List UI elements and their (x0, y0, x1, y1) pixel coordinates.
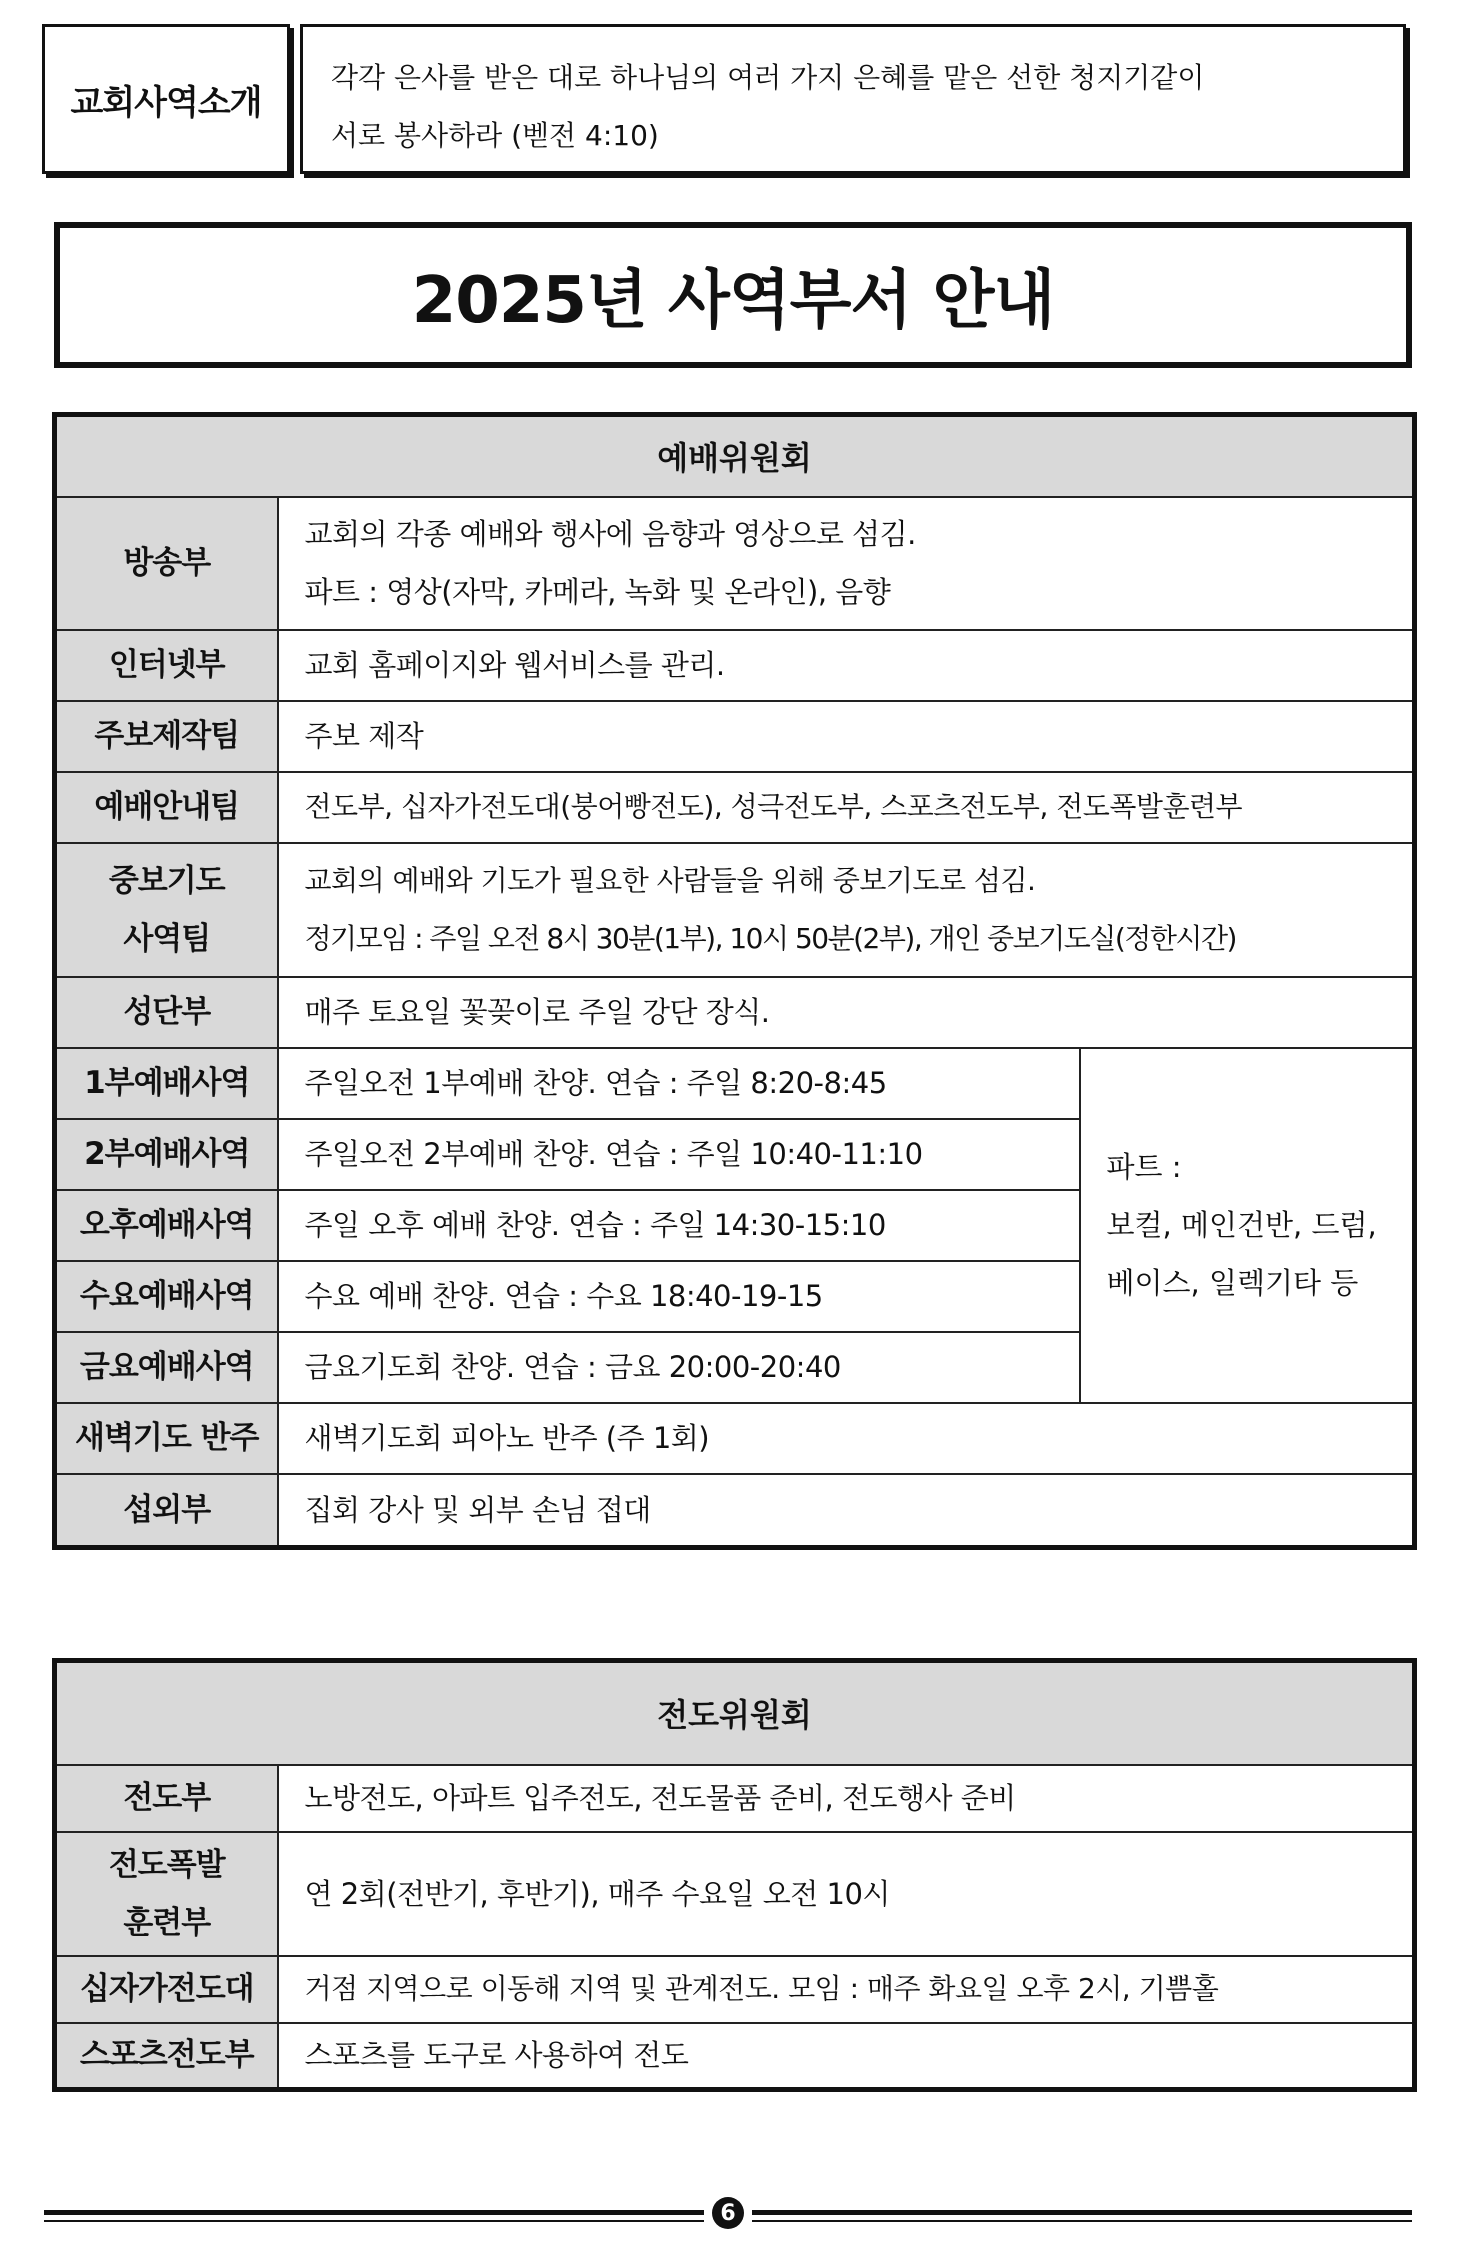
footer-rule-right-thin (752, 2220, 1412, 2222)
dept-name: 1부예배사역 (55, 1048, 278, 1119)
dept-description: 연 2회(전반기, 후반기), 매주 수요일 오전 10시 (278, 1832, 1415, 1956)
table-row (55, 497, 1415, 630)
footer-rule-left (44, 2210, 704, 2215)
table-row (55, 977, 1415, 1048)
dept-description: 교회의 각종 예배와 행사에 음향과 영상으로 섬김. 파트 : 영상(자막, 카메라, 녹화 및 온라인), 음향 (278, 497, 1415, 630)
dept-name: 2부예배사역 (55, 1119, 278, 1190)
verse-line-2: 서로 봉사하라 (벧전 4:10) (331, 119, 659, 152)
footer-rule-left-thin (44, 2220, 704, 2222)
dept-name: 오후예배사역 (55, 1190, 278, 1261)
dept-name: 십자가전도대 (55, 1956, 278, 2023)
parts-note: 파트 : 보컬, 메인건반, 드럼, 베이스, 일렉기타 등 (1080, 1048, 1415, 1403)
page-number: 6 (712, 2197, 744, 2229)
dept-name: 금요예배사역 (55, 1332, 278, 1403)
dept-name: 전도부 (55, 1765, 278, 1832)
dept-name: 중보기도 사역팀 (55, 843, 278, 977)
dept-description: 노방전도, 아파트 입주전도, 전도물품 준비, 전도행사 준비 (278, 1765, 1415, 1832)
worship-committee-table (52, 412, 1417, 1550)
dept-name: 성단부 (55, 977, 278, 1048)
table-row (55, 843, 1415, 977)
table-row (55, 1048, 1415, 1119)
dept-description: 교회 홈페이지와 웹서비스를 관리. (278, 630, 1415, 701)
table-row (55, 772, 1415, 843)
table-row (55, 630, 1415, 701)
dept-name: 예배안내팀 (55, 772, 278, 843)
verse-line-1: 각각 은사를 받은 대로 하나님의 여러 가지 은혜를 맡은 선한 청지기같이 (331, 61, 1205, 94)
page-title: 2025년 사역부서 안내 (54, 222, 1412, 368)
table-row (55, 1956, 1415, 2023)
dept-description: 매주 토요일 꽃꽂이로 주일 강단 장식. (278, 977, 1415, 1048)
dept-name: 새벽기도 반주 (55, 1403, 278, 1474)
table-row (55, 2023, 1415, 2090)
dept-description: 교회의 예배와 기도가 필요한 사람들을 위해 중보기도로 섬김. 정기모임 : 주일 오전 8시 30분(1부), 10시 50분(2부), 개인 중보기도실(정한시간) (278, 843, 1415, 977)
dept-description: 주일오전 2부예배 찬양. 연습 : 주일 10:40-11:10 (278, 1119, 1080, 1190)
dept-description: 주보 제작 (278, 701, 1415, 772)
table-heading: 전도위원회 (55, 1661, 1415, 1765)
table-row (55, 1474, 1415, 1548)
scripture-verse (300, 24, 1406, 174)
dept-name: 수요예배사역 (55, 1261, 278, 1332)
dept-description: 주일 오후 예배 찬양. 연습 : 주일 14:30-15:10 (278, 1190, 1080, 1261)
dept-name: 전도폭발 훈련부 (55, 1832, 278, 1956)
dept-name: 방송부 (55, 497, 278, 630)
dept-name: 인터넷부 (55, 630, 278, 701)
evangelism-committee-table (52, 1658, 1417, 2092)
table-row (55, 1403, 1415, 1474)
table-heading: 예배위원회 (55, 415, 1415, 497)
dept-description: 거점 지역으로 이동해 지역 및 관계전도. 모임 : 매주 화요일 오후 2시, 기쁨홀 (278, 1956, 1415, 2023)
dept-description: 전도부, 십자가전도대(붕어빵전도), 성극전도부, 스포츠전도부, 전도폭발훈련부 (278, 772, 1415, 843)
dept-description: 새벽기도회 피아노 반주 (주 1회) (278, 1403, 1415, 1474)
footer-rule-right (752, 2210, 1412, 2215)
dept-description: 금요기도회 찬양. 연습 : 금요 20:00-20:40 (278, 1332, 1080, 1403)
dept-description: 집회 강사 및 외부 손님 접대 (278, 1474, 1415, 1548)
dept-name: 스포츠전도부 (55, 2023, 278, 2090)
dept-description: 주일오전 1부예배 찬양. 연습 : 주일 8:20-8:45 (278, 1048, 1080, 1119)
section-label: 교회사역소개 (42, 24, 290, 174)
dept-name: 섭외부 (55, 1474, 278, 1548)
table-row (55, 1765, 1415, 1832)
dept-name: 주보제작팀 (55, 701, 278, 772)
table-row (55, 1832, 1415, 1956)
dept-description: 스포츠를 도구로 사용하여 전도 (278, 2023, 1415, 2090)
dept-description: 수요 예배 찬양. 연습 : 수요 18:40-19-15 (278, 1261, 1080, 1332)
table-row (55, 701, 1415, 772)
